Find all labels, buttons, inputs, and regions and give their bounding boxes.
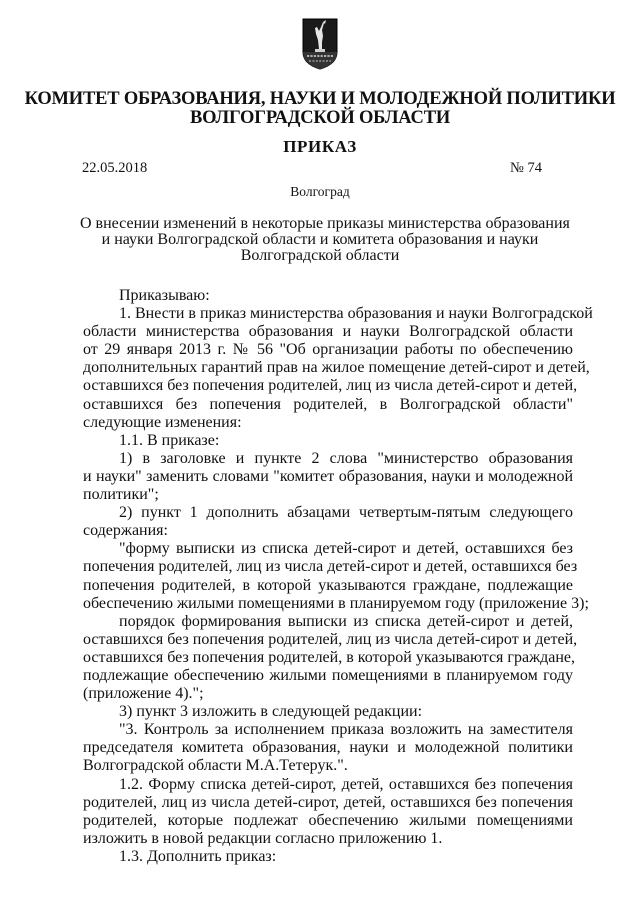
organization-title-line: КОМИТЕТ ОБРАЗОВАНИЯ, НАУКИ И МОЛОДЕЖНОЙ ПОЛИТИКИ [24, 89, 616, 109]
body-line: "форму выписки из списка детей-сирот и детей, оставшихся без [119, 540, 573, 558]
volgograd-coat-of-arms-icon [301, 18, 339, 70]
body-line: обеспечению жилыми помещениями в планируемом году (приложение 3); [83, 594, 589, 612]
subject-line: и науки Волгоградской области и комитета образования и науки [101, 231, 539, 248]
body-line: порядок формирования выписки из списка детей-сирот и детей, [119, 612, 573, 630]
body-line: оставшихся без попечения родителей, лиц из числа детей-сирот и детей, [83, 630, 578, 648]
body-line: оставшихся без попечения родителей, лиц из числа детей-сирот и детей, [83, 377, 578, 395]
body-line: от 29 января 2013 г. № 56 "Об организации работы по обеспечению [83, 341, 573, 359]
document-city: Волгоград [290, 184, 350, 199]
body-line: содержания: [83, 522, 168, 540]
body-line: 1) в заголовке и пункте 2 слова "министерство образования [119, 449, 573, 467]
body-line: попечения родителей, в которой указываются граждане, подлежащие [83, 576, 573, 594]
body-line: "3. Контроль за исполнением приказа возложить на заместителя [119, 721, 573, 739]
document-body [83, 287, 593, 866]
body-line: оставшихся без попечения родителей, в Волгоградской области" [83, 395, 573, 413]
organization-title [0, 90, 640, 128]
body-line: 1.1. В приказе: [119, 431, 220, 449]
body-line: 1.2. Форму списка детей-сирот, детей, оставшихся без попечения [119, 775, 573, 793]
body-line: родителей, лиц из числа детей-сирот, детей, оставшихся без попечения [83, 793, 573, 811]
body-line: Волгоградской области М.А.Тетерук.". [83, 757, 348, 775]
organization-title-line: ВОЛГОГРАДСКОЙ ОБЛАСТИ [189, 108, 451, 128]
body-line: 3) пункт 3 изложить в следующей редакции: [119, 703, 423, 721]
body-line: оставшихся без попечения родителей, в которой указываются граждане, [83, 648, 576, 666]
body-line: (приложение 4)."; [83, 685, 204, 703]
body-line: изложить в новой редакции согласно приложению 1. [83, 829, 443, 847]
document-type: ПРИКАЗ [283, 137, 357, 156]
body-line: родителей, которые подлежат обеспечению жилыми помещениями [83, 811, 573, 829]
document-subject [80, 215, 570, 264]
document-date: 22.05.2018 [82, 160, 148, 176]
body-line: дополнительных гарантий прав на жилое помещение детей-сирот и детей, [83, 359, 590, 377]
document-number: № 74 [510, 160, 542, 176]
body-line: подлежащие обеспечению жилыми помещениями в планируемом году [83, 666, 573, 684]
body-line: 1. Внести в приказ министерства образования и науки Волгоградской [119, 305, 593, 323]
body-line: следующие изменения: [83, 413, 242, 431]
body-line: председателя комитета образования, науки и молодежной политики [83, 739, 573, 757]
body-line: попечения родителей, лиц из числа детей-сирот и детей, оставшихся без [83, 558, 578, 576]
body-line: 1.3. Дополнить приказ: [119, 847, 277, 865]
body-line: области министерства образования и науки Волгоградской области [83, 323, 573, 341]
body-line: Приказываю: [119, 287, 210, 304]
body-line: и науки" заменить словами "комитет образования, науки и молодежной [83, 467, 573, 485]
body-line: 2) пункт 1 дополнить абзацами четвертым-пятым следующего [119, 504, 573, 522]
subject-line: О внесении изменений в некоторые приказы министерства образования [80, 215, 570, 232]
body-line: политики"; [83, 486, 159, 504]
subject-line: Волгоградской области [240, 247, 400, 264]
